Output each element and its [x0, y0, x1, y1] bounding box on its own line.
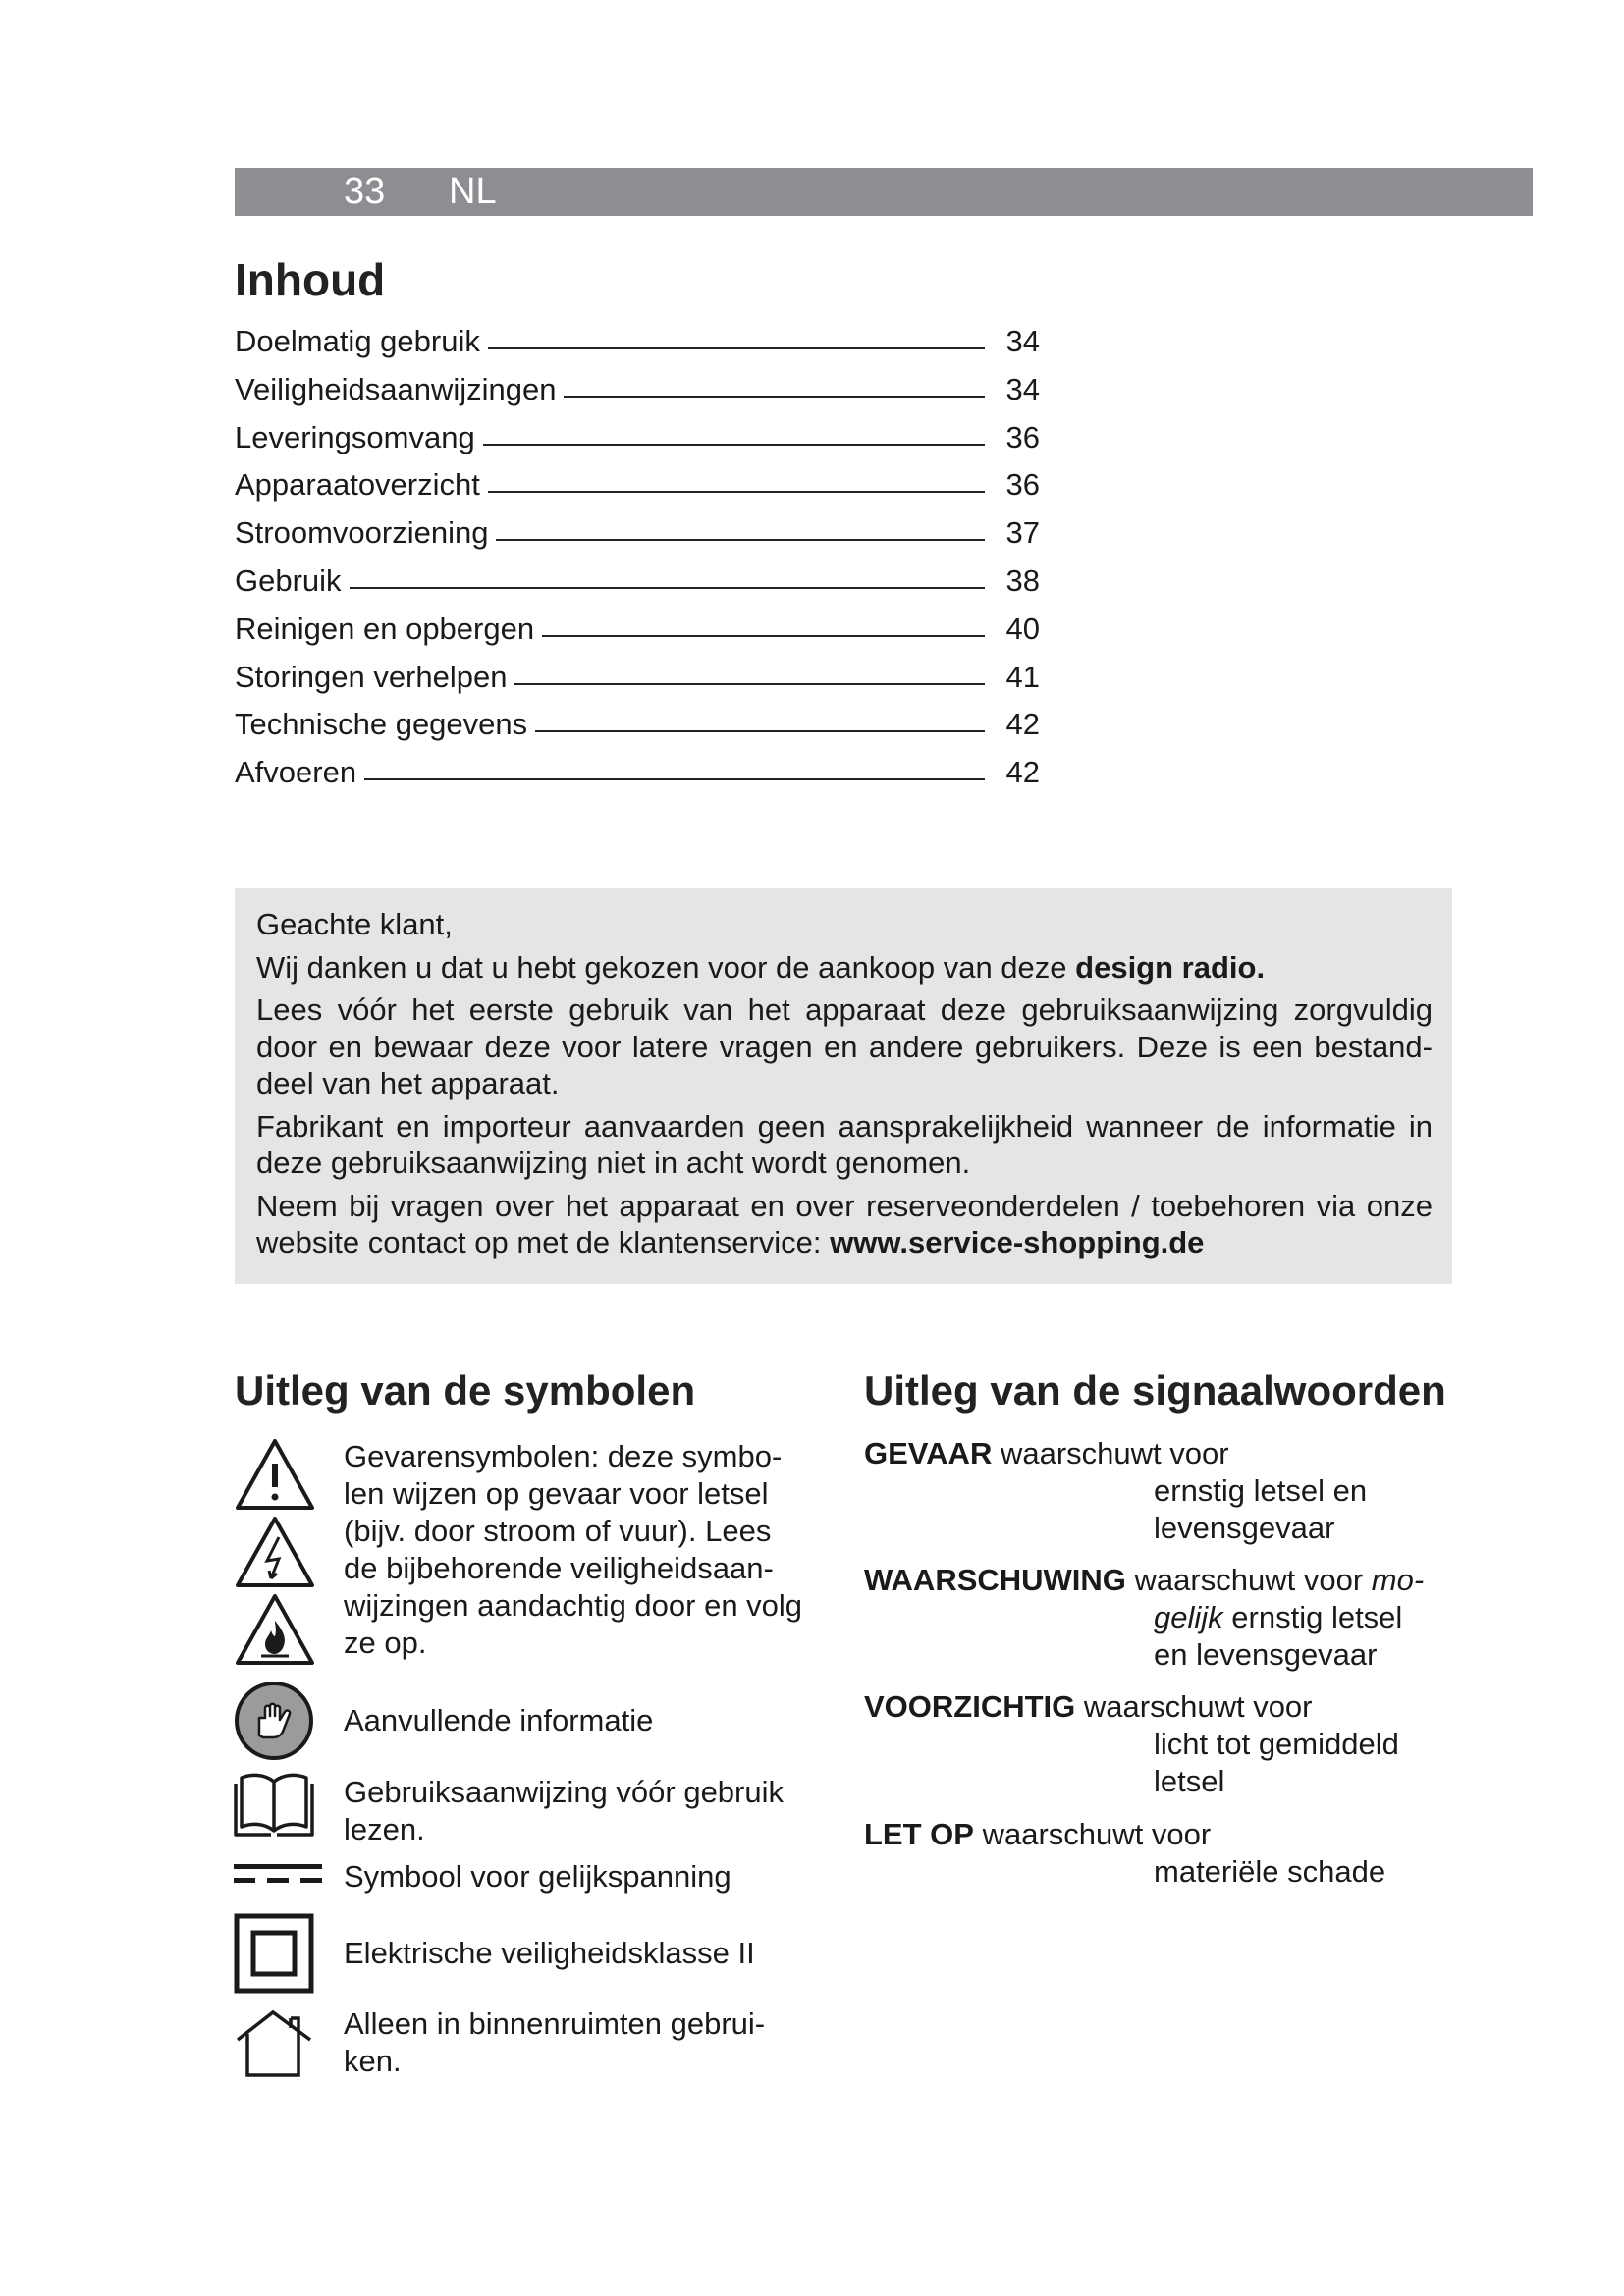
- toc-leader-line: [483, 444, 985, 446]
- toc-entry[interactable]: [235, 612, 1040, 660]
- general-warning-icon: [238, 1441, 312, 1508]
- toc-entry[interactable]: [235, 420, 1040, 468]
- manual-book-text: [344, 1774, 820, 1848]
- signal-word-let-op: [864, 1816, 1453, 1891]
- dc-voltage-text: Symbool voor gelijkspanning: [344, 1859, 731, 1894]
- signal-word: VOORZICHTIG: [864, 1689, 1076, 1724]
- product-name: design radio.: [1075, 949, 1266, 985]
- toc-entry-label: Storingen verhelpen: [235, 659, 508, 694]
- signal-words-section-title: Uitleg van de signaalwoorden: [864, 1367, 1446, 1414]
- toc-leader-line: [535, 730, 985, 732]
- signal-word: WAARSCHUWING: [864, 1563, 1126, 1597]
- toc-entry[interactable]: [235, 563, 1040, 612]
- toc-leader-line: [364, 778, 985, 780]
- page-header-bar: [235, 168, 1533, 216]
- signal-description-line: ernstig letsel: [1231, 1600, 1403, 1634]
- toc-leader-line: [514, 683, 985, 685]
- indoor-text-line: ken.: [344, 2044, 402, 2078]
- page-number: 33: [344, 171, 386, 212]
- table-of-contents: [235, 324, 1040, 803]
- indoor-text-line: Alleen in binnenruimten gebrui-: [344, 2006, 766, 2041]
- safety-class-ii-icon: [234, 1913, 314, 1994]
- signal-word-waarschuwing: [864, 1562, 1453, 1674]
- signal-lead-text: waarschuwt voor: [1134, 1563, 1364, 1597]
- toc-entry-label: Stroomvoorziening: [235, 515, 489, 551]
- hazard-text-line: ze op.: [344, 1626, 427, 1660]
- fire-hazard-icon: [238, 1596, 312, 1663]
- signal-word-gevaar: [864, 1435, 1453, 1547]
- toc-entry-page: 41: [1005, 659, 1040, 694]
- manual-book-icon: [232, 1770, 316, 1839]
- manual-text-line: lezen.: [344, 1812, 425, 1846]
- toc-leader-line: [488, 347, 985, 349]
- toc-leader-line: [542, 635, 985, 637]
- electric-hazard-icon: [238, 1519, 312, 1585]
- signal-word: LET OP: [864, 1817, 974, 1851]
- toc-entry[interactable]: [235, 755, 1040, 803]
- toc-entry-page: 34: [1005, 371, 1040, 406]
- intro-thanks: [256, 949, 1433, 987]
- toc-entry-page: 42: [1005, 707, 1040, 742]
- toc-entry-page: 40: [1005, 611, 1040, 646]
- toc-entry-page: 36: [1005, 467, 1040, 503]
- toc-entry-page: 42: [1005, 755, 1040, 790]
- toc-entry-label: Leveringsomvang: [235, 419, 475, 454]
- hazard-text-line: Gevarensymbolen: deze symbo-: [344, 1439, 783, 1473]
- toc-entry[interactable]: [235, 467, 1040, 515]
- toc-entry-page: 37: [1005, 515, 1040, 551]
- manual-text-line: Gebruiksaanwijzing vóór gebruik: [344, 1775, 785, 1809]
- hazard-symbols-icon: [234, 1436, 316, 1672]
- language-code: NL: [449, 171, 497, 212]
- hazard-text-line: len wijzen op gevaar voor letsel: [344, 1476, 769, 1511]
- toc-entry[interactable]: [235, 324, 1040, 372]
- intro-contact-text: Neem bij vragen over het apparaat en over reserveonderdelen / toebehoren via onze website contact op met de klantenservice:: [256, 1188, 1433, 1259]
- hazard-text-line: de bijbehorende veiligheidsaan-: [344, 1551, 774, 1585]
- signal-lead-text: waarschuwt voor: [982, 1817, 1212, 1851]
- toc-entry-label: Afvoeren: [235, 755, 357, 790]
- toc-leader-line: [496, 539, 985, 541]
- toc-entry[interactable]: [235, 660, 1040, 708]
- toc-entry-page: 34: [1005, 324, 1040, 358]
- signal-lead-text: waarschuwt voor: [1000, 1436, 1229, 1470]
- toc-entry-page: 38: [1005, 562, 1040, 598]
- signal-description-italic: gelijk: [1154, 1600, 1223, 1634]
- indoor-use-text: [344, 2005, 820, 2080]
- toc-entry[interactable]: [235, 707, 1040, 755]
- toc-leader-line: [350, 587, 985, 589]
- intro-liability: Fabrikant en importeur aanvaarden geen aansprakelijkheid wanneer de informatie in deze gebruiksaanwijzing niet in acht wordt genomen.: [256, 1108, 1433, 1180]
- signal-lead-text: waarschuwt voor: [1083, 1689, 1313, 1724]
- signal-description-line: ernstig letsel en: [1154, 1473, 1368, 1508]
- toc-entry-label: Reinigen en opbergen: [235, 611, 535, 646]
- toc-entry-label: Technische gegevens: [235, 707, 528, 742]
- intro-contact: [256, 1188, 1433, 1261]
- signal-description-line: letsel: [1154, 1764, 1225, 1798]
- signal-description-line: materiële schade: [1154, 1854, 1386, 1889]
- toc-leader-line: [488, 491, 985, 493]
- info-hand-text: Aanvullende informatie: [344, 1703, 654, 1737]
- indoor-house-icon: [234, 2008, 316, 2079]
- dc-voltage-icon: [232, 1861, 324, 1887]
- intro-thanks-text: Wij danken u dat u hebt gekozen voor de aankoop van deze: [256, 949, 1067, 985]
- toc-entry-label: Apparaatoverzicht: [235, 467, 480, 503]
- toc-entry-label: Gebruik: [235, 562, 342, 598]
- toc-entry[interactable]: [235, 515, 1040, 563]
- signal-word-voorzichtig: [864, 1688, 1453, 1800]
- toc-leader-line: [564, 396, 985, 398]
- symbols-section-title: Uitleg van de symbolen: [235, 1367, 696, 1414]
- signal-word: GEVAAR: [864, 1436, 993, 1470]
- customer-intro-box: [235, 888, 1452, 1284]
- service-website-link[interactable]: www.service-shopping.de: [830, 1225, 1205, 1259]
- toc-entry-page: 36: [1005, 419, 1040, 454]
- hazard-text-line: (bijv. door stroom of vuur). Lees: [344, 1514, 772, 1548]
- signal-description-line: licht tot gemiddeld: [1154, 1727, 1399, 1761]
- safety-class-text: Elektrische veiligheidsklasse II: [344, 1936, 755, 1970]
- info-hand-icon: [234, 1681, 314, 1761]
- toc-entry-label: Doelmatig gebruik: [235, 324, 480, 358]
- hazard-symbols-text: [344, 1438, 820, 1662]
- signal-lead-italic: mo-: [1371, 1563, 1425, 1597]
- intro-read-instructions: Lees vóór het eerste gebruik van het apparaat deze gebruiksaanwijzing zorgvuldig door en bewaar deze voor latere vragen en andere gebruikers. Deze is een bestanddeel van het apparaat.: [256, 992, 1433, 1100]
- intro-greeting: Geachte klant,: [256, 907, 453, 941]
- toc-entry-label: Veiligheidsaanwijzingen: [235, 371, 557, 406]
- toc-entry[interactable]: [235, 372, 1040, 420]
- signal-description-line: en levensgevaar: [1154, 1637, 1378, 1672]
- signal-description-line: levensgevaar: [1154, 1511, 1335, 1545]
- hazard-text-line: wijzingen aandachtig door en volg: [344, 1588, 803, 1623]
- toc-title: Inhoud: [235, 254, 386, 305]
